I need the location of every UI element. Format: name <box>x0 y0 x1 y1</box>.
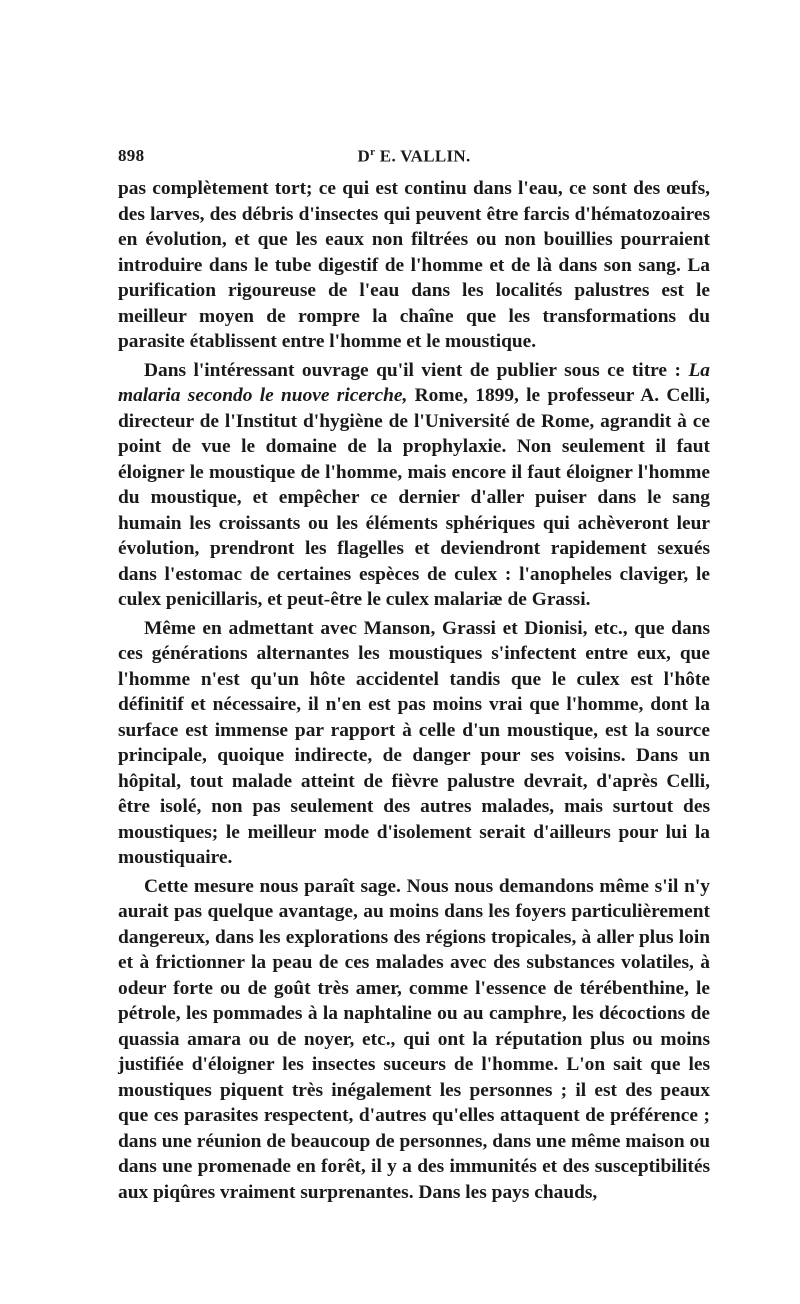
running-head <box>118 140 710 166</box>
paragraph-celli-lead: Dans l'intéressant ouvrage qu'il vient de publier sous ce titre : <box>144 359 681 381</box>
book-title: La malaria secondo le nuove ricerche, <box>118 359 710 406</box>
author-prefix: D <box>357 146 371 166</box>
author-superscript: r <box>370 146 376 158</box>
paragraph-continuation: pas complètement tort; ce qui est continu dans l'eau, ce sont des œufs, des larves, des débris d'insectes qui peuvent être farcis d'hématozoaires en évolution, et que les eaux non filtrées ou non bouillies pourraient introduire dans le tube digestif de l'homme et de là dans son sang. La purification rigoureuse de l'eau dans les localités palustres est le meilleur moyen de rompre la chaîne que les transformations du parasite établissent entre l'homme et le moustique. <box>118 178 710 352</box>
author-name: E. VALLIN. <box>375 146 471 166</box>
paragraph-celli <box>118 358 710 613</box>
paragraph-manson: Même en admettant avec Manson, Grassi et Dionisi, etc., que dans ces générations alternantes les moustiques s'infectent entre eux, que l'homme n'est qu'un hôte accidentel tandis que le culex est l'hôte définitif et nécessaire, il n'en est pas moins vrai que l'homme, dont la surface est immense par rapport à celle d'un moustique, est la source principale, quoique indirecte, de danger pour ses voisins. Dans un hôpital, tout malade atteint de fièvre palustre devrait, d'après Celli, être isolé, non pas seulement des autres malades, mais surtout des moustiques; le meilleur mode d'isolement serait d'ailleurs pour lui la moustiquaire. <box>118 617 710 868</box>
paragraph-celli-rest: Rome, 1899, le professeur A. Celli, directeur de l'Institut d'hygiène de l'Université de Rome, agrandit à ce point de vue le domaine de la prophylaxie. Non seulement il faut éloigner le moustique de l'homme, mais encore il faut éloigner l'homme du moustique, et empêcher ce dernier d'aller puiser dans le sang humain les croissants ou les éléments sphériques qui achèveront leur évolution, prendront les flagelles et deviendront rapidement sexués dans l'estomac de certaines espèces de culex : l'anopheles claviger, le culex penicillaris, et peut-être le culex malariæ de Grassi. <box>118 385 710 610</box>
running-title <box>118 146 710 167</box>
paragraph-mesure: Cette mesure nous paraît sage. Nous nous demandons même s'il n'y aurait pas quelque avantage, au moins dans les foyers particulièrement dangereux, dans les explorations des régions tropicales, à aller plus loin et à frictionner la peau de ces malades avec des substances volatiles, à odeur forte ou de goût très amer, comme l'essence de térébenthine, le pétrole, les pommades à la naphtaline ou au camphre, les décoctions de quassia amara ou de noyer, etc., qui ont la réputation plus ou moins justifiée d'éloigner les insectes suceurs de l'homme. L'on sait que les moustiques piquent très inégalement les personnes ; il est des peaux que ces parasites respectent, d'autres qu'elles attaquent de préférence ; dans une réunion de beaucoup de personnes, dans une même maison ou dans une promenade en forêt, il y a des immunités et des susceptibilités aux piqûres vraiment surprenantes. Dans les pays chauds, <box>118 875 710 1203</box>
body-text <box>118 176 710 1205</box>
document-page <box>118 140 710 1205</box>
page-number: 898 <box>118 146 145 165</box>
